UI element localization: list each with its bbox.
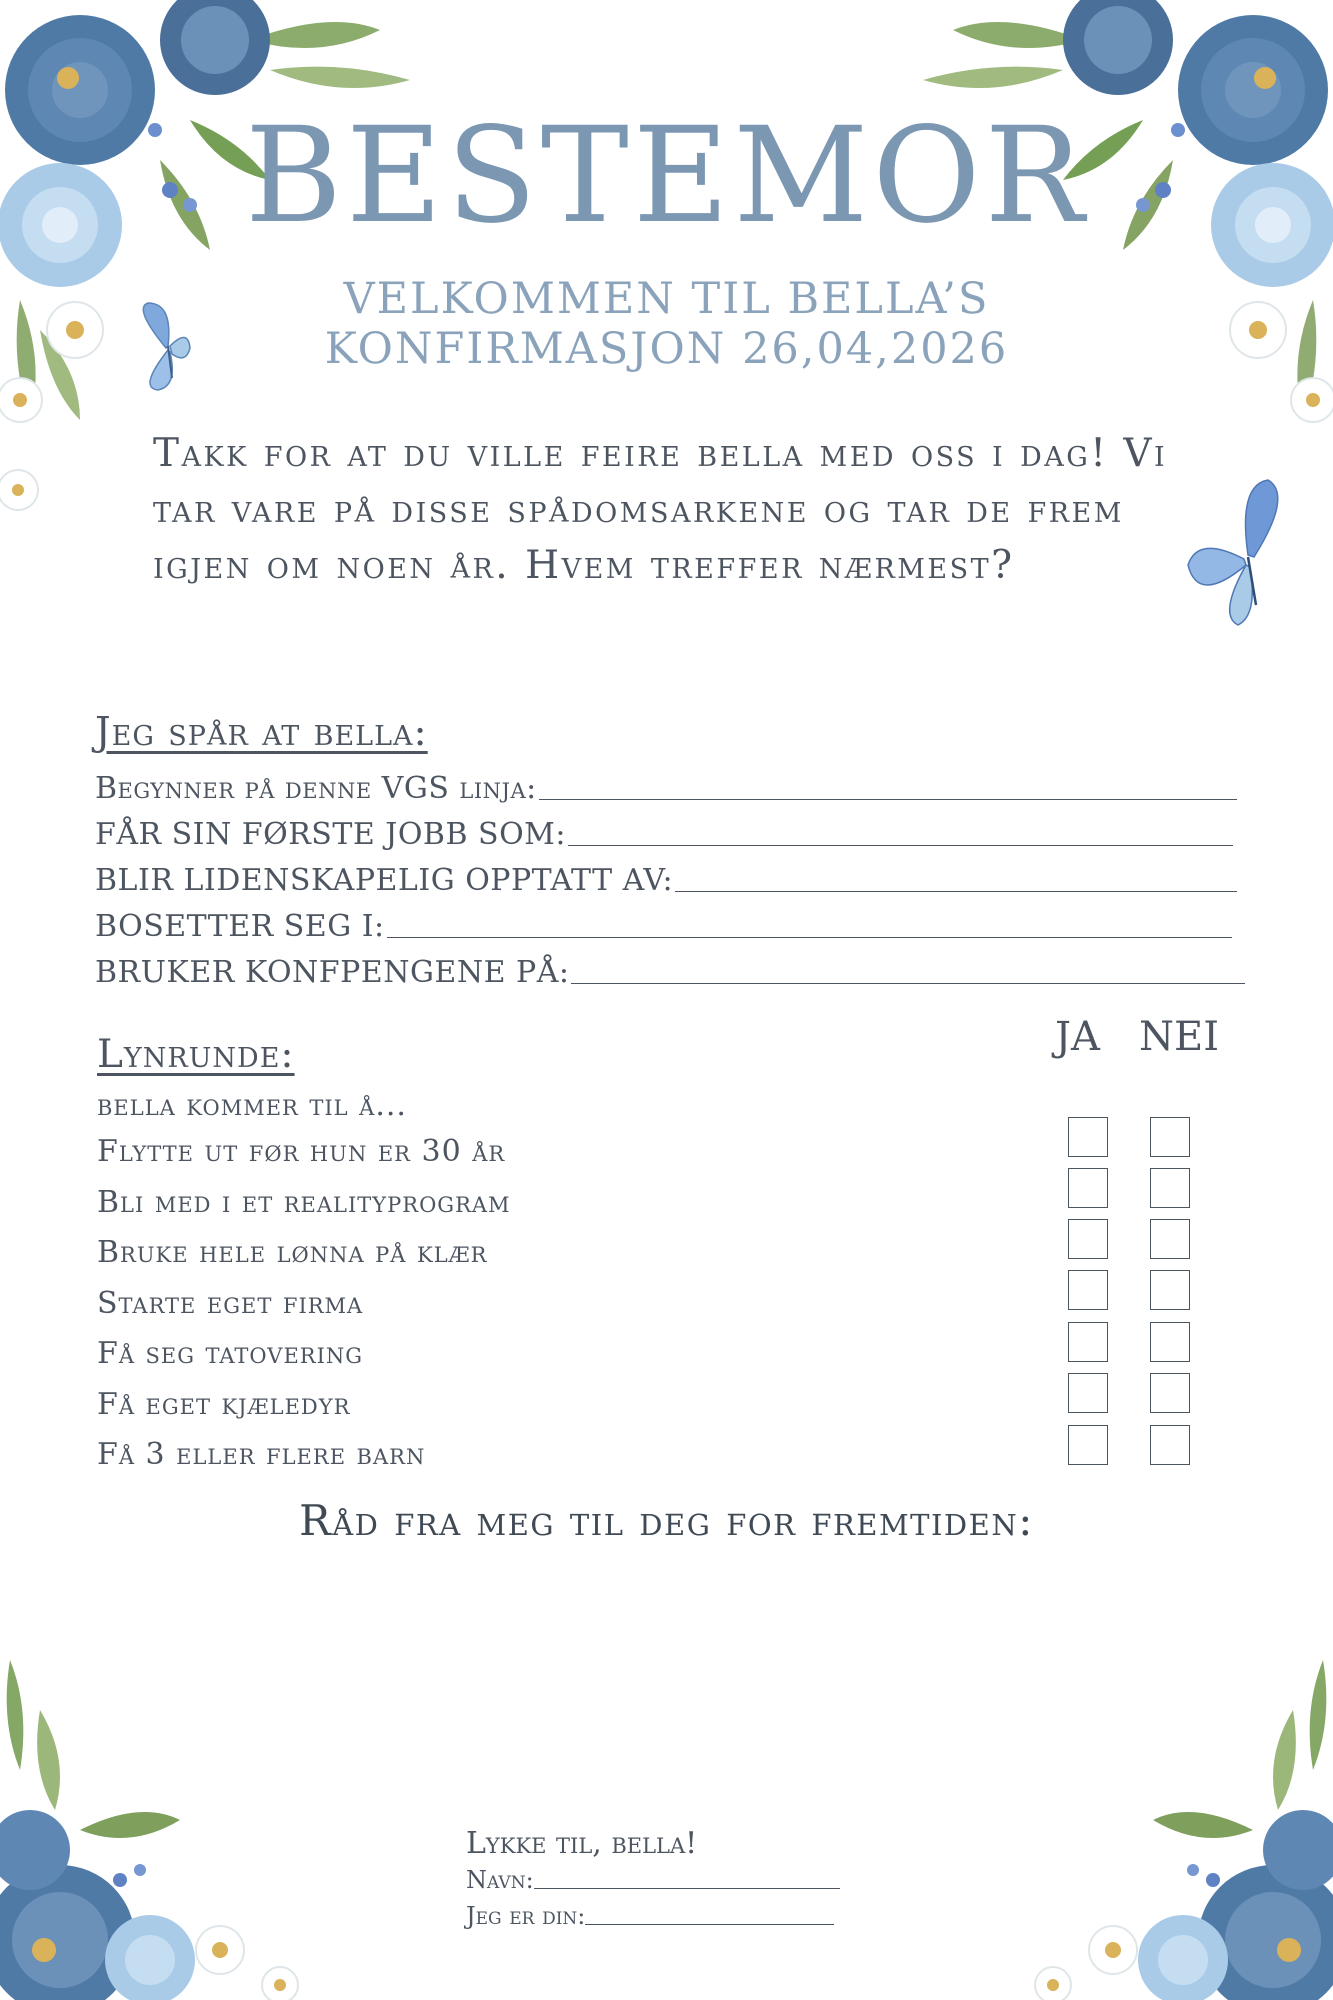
advice-heading: Råd fra meg til deg for fremtiden: <box>299 1496 1034 1545</box>
checkbox-yes[interactable] <box>1068 1322 1108 1362</box>
intro-text: Takk for at du ville feire bella med oss i dag! Vi tar vare på disse spådomsarkene og tar de frem igjen om noen år. Hvem treffer nærmest? <box>153 431 1168 588</box>
checkbox-yes[interactable] <box>1068 1373 1108 1413</box>
column-header-yes: JA <box>1055 1014 1100 1060</box>
checkbox-yes[interactable] <box>1068 1270 1108 1310</box>
prediction-label: BRUKER KONFPENGENE PÅ: <box>95 955 570 990</box>
checkbox-yes[interactable] <box>1068 1425 1108 1465</box>
prediction-label: BOSETTER SEG I: <box>95 909 385 944</box>
prediction-row[interactable] <box>95 944 1245 990</box>
column-header-no: NEI <box>1139 1014 1219 1060</box>
prediction-row[interactable] <box>95 852 1237 898</box>
checkbox-no[interactable] <box>1150 1117 1190 1157</box>
quick-round-item: Bruke hele lønna på klær <box>97 1235 488 1270</box>
checkbox-yes[interactable] <box>1068 1168 1108 1208</box>
relation-line[interactable] <box>585 1924 834 1925</box>
relation-field[interactable] <box>466 1902 834 1930</box>
checkbox-no[interactable] <box>1150 1425 1190 1465</box>
relation-label: Jeg er din: <box>466 1902 586 1930</box>
quick-round-lead: bella kommer til å... <box>97 1088 407 1123</box>
checkbox-no[interactable] <box>1150 1322 1190 1362</box>
quick-round-item: Starte eget firma <box>97 1286 364 1321</box>
prediction-label: FÅR SIN FØRSTE JOBB SOM: <box>95 817 567 852</box>
answer-line[interactable] <box>568 845 1233 846</box>
answer-line[interactable] <box>675 891 1237 892</box>
checkbox-no[interactable] <box>1150 1270 1190 1310</box>
answer-line[interactable] <box>539 799 1237 800</box>
floral-bottom-right-decoration <box>953 1650 1333 2000</box>
checkbox-yes[interactable] <box>1068 1219 1108 1259</box>
prediction-row[interactable] <box>95 760 1237 806</box>
prediction-row[interactable] <box>95 898 1232 944</box>
floral-bottom-left-decoration <box>0 1650 380 2000</box>
quick-round-item: Få 3 eller flere barn <box>97 1437 426 1472</box>
name-line[interactable] <box>534 1888 840 1889</box>
answer-line[interactable] <box>387 937 1232 938</box>
name-label: Navn: <box>466 1866 534 1894</box>
quick-round-heading: Lynrunde: <box>97 1032 295 1077</box>
quick-round-item: Bli med i et realityprogram <box>97 1185 511 1220</box>
prediction-label: Begynner på denne VGS linja: <box>95 771 537 806</box>
quick-round-item: Få seg tatovering <box>97 1336 364 1371</box>
checkbox-yes[interactable] <box>1068 1117 1108 1157</box>
checkbox-no[interactable] <box>1150 1168 1190 1208</box>
predictions-heading: Jeg spår at bella: <box>95 710 428 755</box>
footer-greeting: Lykke til, bella! <box>466 1826 698 1861</box>
name-field[interactable] <box>466 1866 840 1894</box>
answer-line[interactable] <box>571 983 1245 984</box>
subtitle-line-1: VELKOMMEN TIL BELLA’S <box>343 274 990 324</box>
page-title: BESTEMOR <box>245 99 1088 253</box>
prediction-row[interactable] <box>95 806 1233 852</box>
checkbox-no[interactable] <box>1150 1373 1190 1413</box>
subtitle-line-2: KONFIRMASJON 26,04,2026 <box>324 324 1009 374</box>
checkbox-no[interactable] <box>1150 1219 1190 1259</box>
prediction-label: BLIR LIDENSKAPELIG OPPTATT AV: <box>95 863 674 898</box>
quick-round-item: Få eget kjæledyr <box>97 1387 351 1422</box>
quick-round-item: Flytte ut før hun er 30 år <box>97 1134 506 1169</box>
